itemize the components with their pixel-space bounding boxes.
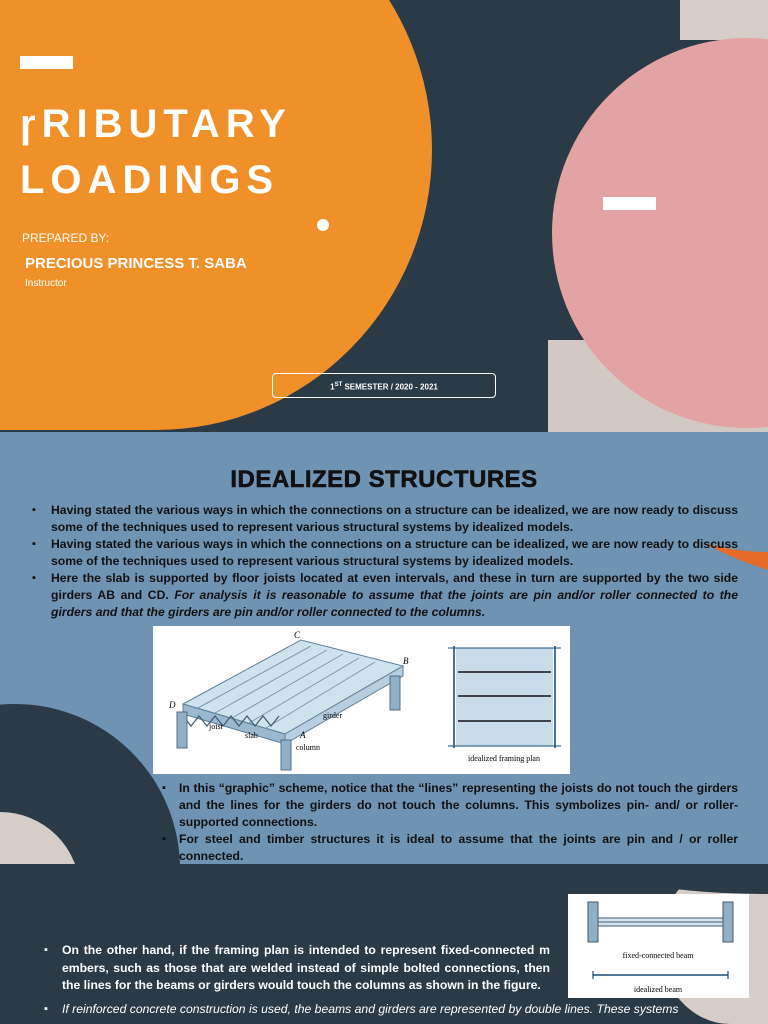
column-shape [177, 712, 187, 748]
fixed-beam-figure [568, 894, 749, 998]
title-line: ɼRIBUTARY [20, 102, 292, 146]
list-item: ▪ Having stated the various ways in which the connections on a structure can be idealized, we are now ready to discuss some of the techniques used to represent various structural systems by idealized models. [32, 502, 738, 536]
label-slab: slab [245, 731, 258, 740]
figure-caption: idealized beam [633, 985, 683, 994]
plan-area [456, 648, 553, 746]
framing-figure [153, 626, 570, 774]
framing-diagram [153, 626, 570, 774]
column-left [588, 902, 598, 942]
background-shape [600, 864, 768, 894]
label-b: B [403, 656, 409, 666]
column-right [723, 902, 733, 942]
beige-shape [680, 0, 768, 40]
author-name: PRECIOUS PRINCESS T. SABA [25, 255, 247, 272]
fixed-beam-diagram [568, 894, 749, 998]
list-item: ▪ For steel and timber structures it is ideal to assume that the joints are pin and / or roller connected. [162, 831, 738, 864]
semester-text: SEMESTER / 2020 - 2021 [342, 382, 438, 392]
white-dash [20, 56, 73, 69]
plan-caption: idealized framing plan [468, 754, 540, 763]
idealized-structures-slide [0, 432, 768, 864]
slide-title [20, 96, 292, 208]
title-line: LOADINGS [20, 158, 280, 202]
bullet-italic-text: For analysis it is reasonable to assume that the joints are pin and/or roller connected to the girders and that the girders are pin and/or roller connected to the columns. [51, 588, 738, 619]
list-item [32, 570, 738, 621]
list-item: ▪ On the other hand, if the framing plan is intended to represent fixed-connected m embers, such as those that are welded instead of simple bolted connections, then the lines for the beams or girders would touch the columns as shown in the figure. [44, 942, 550, 995]
bullet-text: Here the slab is supported by floor joists located at even intervals, and these in turn are supported by the two side girders AB and CD. [51, 571, 738, 602]
white-dot [317, 219, 329, 231]
figure-caption: fixed-connected beam [622, 951, 694, 960]
label-column: column [296, 743, 320, 752]
semester-number: 1 [330, 382, 335, 392]
column-shape [390, 676, 400, 710]
list-item: ▪ If reinforced concrete construction is used, the beams and girders are represented by double lines. These systems [44, 1001, 744, 1019]
label-d: D [169, 700, 176, 710]
label-girder: girder [323, 711, 343, 720]
list-item: ▪ In this “graphic” scheme, notice that the “lines” representing the joists do not touch the girders and the lines for the girders do not touch the columns. This symbolizes pin- and/ or roller-supported connections. [162, 780, 738, 831]
label-a: A [300, 730, 306, 740]
semester-suffix: ST [334, 382, 343, 388]
list-item: ▪ Having stated the various ways in which the connections on a structure can be idealized, we are now ready to discuss some of the techniques used to represent various structural systems by idealized models. [32, 536, 738, 570]
label-joist: joist [209, 722, 223, 731]
author-role: Instructor [25, 278, 67, 289]
semester-badge [272, 373, 496, 398]
title-slide [0, 0, 768, 432]
column-shape [281, 740, 291, 770]
bullet-list [162, 780, 738, 864]
white-dash [603, 197, 656, 210]
bullet-list [32, 502, 738, 621]
label-c: C [294, 630, 301, 640]
fixed-connections-slide [0, 864, 768, 1024]
prepared-by-label: PREPARED BY: [22, 231, 110, 245]
slide-heading: IDEALIZED STRUCTURES [230, 466, 538, 493]
